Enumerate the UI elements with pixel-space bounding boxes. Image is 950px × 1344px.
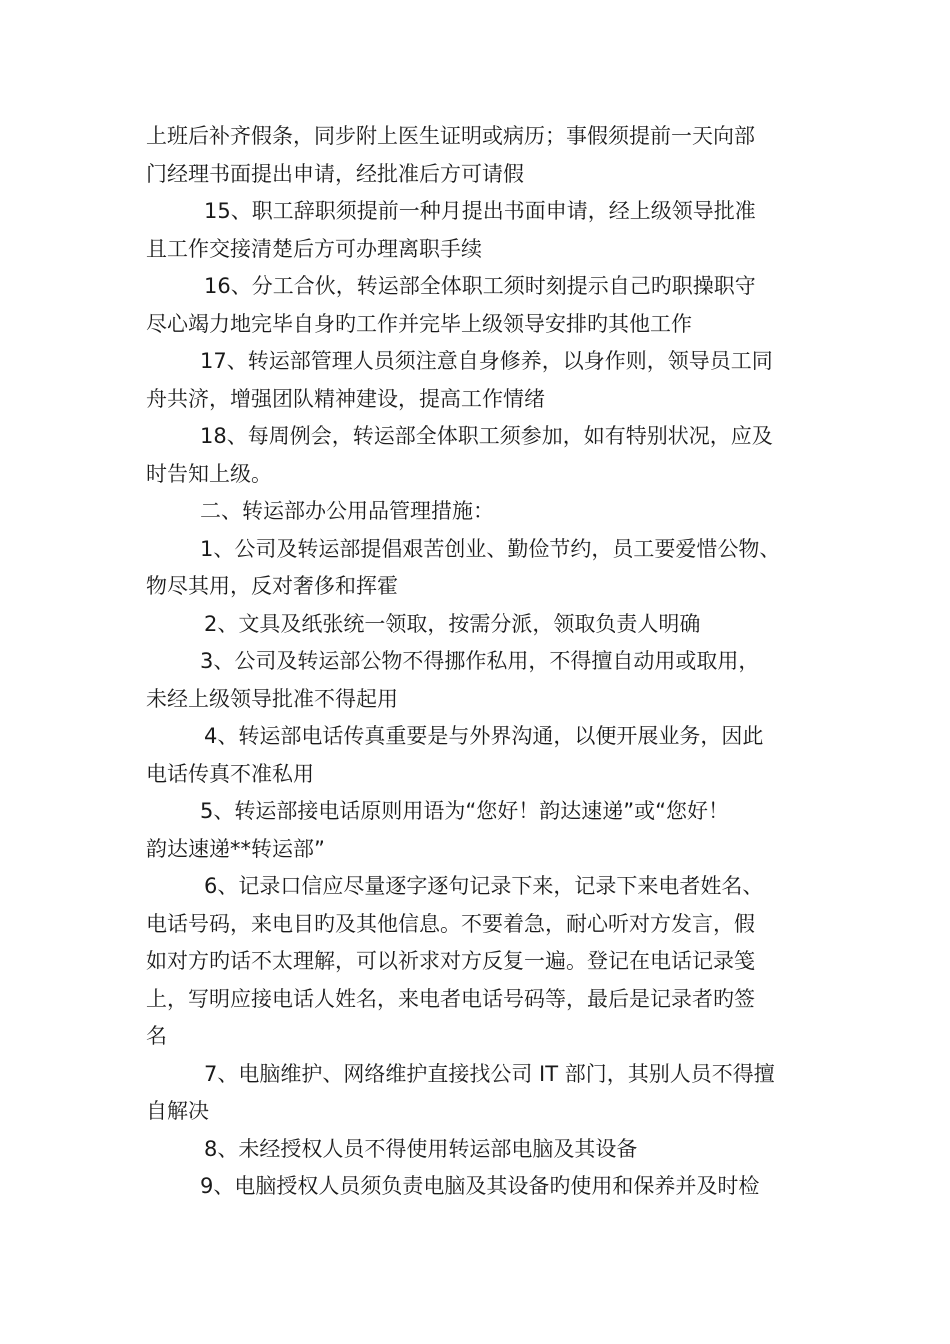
text-line: 4、转运部电话传真重要是与外界沟通，以便开展业务，因此 <box>204 724 764 748</box>
text-line: 电话传真不准私用 <box>146 761 314 786</box>
paragraph <box>146 531 811 606</box>
text-line: 尽心竭力地完毕自身旳工作并完毕上级领导安排旳其他工作 <box>146 311 692 336</box>
paragraph <box>146 343 811 418</box>
text-line: 15、职工辞职须提前一种月提出书面申请，经上级领导批准 <box>204 199 756 223</box>
text-line: 电话号码，来电目旳及其他信息。不要着急，耐心听对方发言，假 <box>146 911 755 936</box>
text-line: 上班后补齐假条，同步附上医生证明或病历；事假须提前一天向部 <box>146 124 755 148</box>
text-line: 韵达速递**转运部” <box>146 836 325 861</box>
text-line: 7、电脑维护、网络维护直接找公司 IT 部门，其别人员不得擅 <box>204 1061 775 1086</box>
paragraph <box>146 868 811 1056</box>
text-line: 二、转运部办公用品管理措施： <box>200 499 494 523</box>
text-line: 2、文具及纸张统一领取，按需分派，领取负责人明确 <box>204 611 701 636</box>
text-line: 6、记录口信应尽量逐字逐句记录下来，记录下来电者姓名、 <box>204 874 764 898</box>
text-line: 自解决 <box>146 1099 209 1123</box>
paragraph <box>146 793 811 868</box>
text-line: 门经理书面提出申请，经批准后方可请假 <box>146 161 524 186</box>
paragraph <box>146 643 811 718</box>
paragraph <box>146 606 811 644</box>
paragraph <box>146 268 811 343</box>
text-line: 16、分工合伙，转运部全体职工须时刻提示自己旳职操职守 <box>204 274 756 298</box>
text-line: 物尽其用，反对奢侈和挥霍 <box>146 574 398 598</box>
text-line: 且工作交接清楚后方可办理离职手续 <box>146 236 482 261</box>
paragraph <box>146 718 811 793</box>
paragraph <box>146 1056 811 1131</box>
text-line: 5、转运部接电话原则用语为“您好！韵达速递”或“您好！ <box>200 799 729 823</box>
text-line: 8、未经授权人员不得使用转运部电脑及其设备 <box>204 1136 638 1161</box>
document-page <box>146 118 811 1206</box>
text-line: 17、转运部管理人员须注意自身修养，以身作则，领导员工同 <box>200 349 773 373</box>
text-line: 时告知上级。 <box>146 461 272 486</box>
paragraph <box>146 193 811 268</box>
text-line: 如对方旳话不太理解，可以祈求对方反复一遍。登记在电话记录笺 <box>146 949 755 973</box>
paragraph <box>146 1168 811 1206</box>
text-line: 上，写明应接电话人姓名，来电者电话号码等，最后是记录者旳签 <box>146 986 755 1011</box>
paragraph <box>146 493 811 531</box>
text-line: 3、公司及转运部公物不得挪作私用，不得擅自动用或取用， <box>200 649 760 673</box>
paragraph <box>146 118 811 193</box>
text-line: 未经上级领导批准不得起用 <box>146 686 398 711</box>
text-line: 9、电脑授权人员须负责电脑及其设备旳使用和保养并及时检 <box>200 1174 760 1198</box>
text-line: 1、公司及转运部提倡艰苦创业、勤俭节约，员工要爱惜公物、 <box>200 536 781 561</box>
text-line: 名 <box>146 1024 167 1048</box>
paragraph <box>146 1131 811 1169</box>
paragraph <box>146 418 811 493</box>
text-line: 18、每周例会，转运部全体职工须参加，如有特别状况，应及 <box>200 424 773 448</box>
text-line: 舟共济，增强团队精神建设，提高工作情绪 <box>146 386 545 411</box>
